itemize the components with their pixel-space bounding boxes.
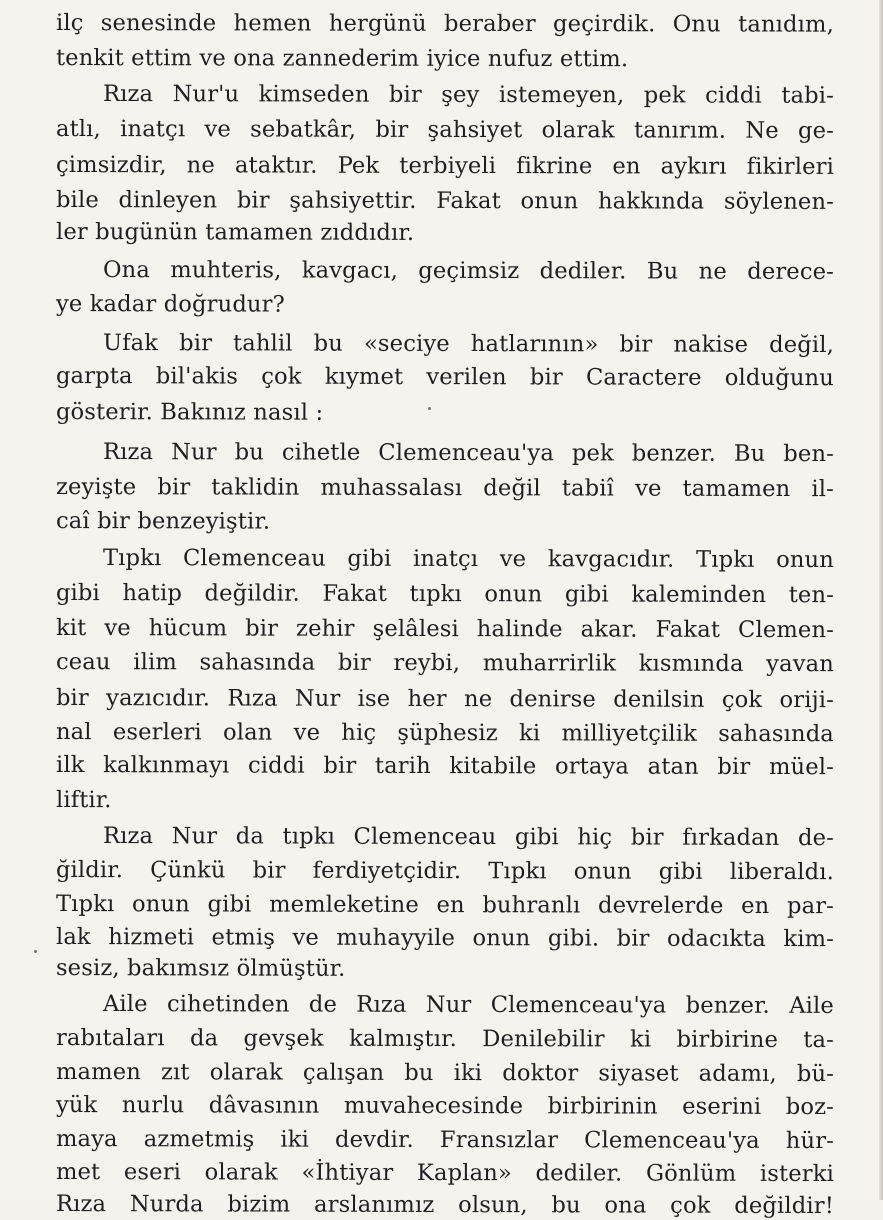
paragraph-first-line: Rıza Nur da tıpkı Clemenceau gibi hiç bir fırkadan de- [102,823,834,852]
text-line: gibi hatip değildir. Fakat tıpkı onun gibi kaleminden ten- [55,580,834,609]
text-line: ye kadar doğrudur? [55,291,285,318]
scan-edge [879,0,883,1200]
paragraph-first-line: Aile cihetinden de Rıza Nur Clemenceau'ya benzer. Aile [102,991,834,1019]
text-line: ilç senesinde hemen hergünü beraber geçirdik. Onu tanıdım, [55,9,834,38]
text-line: garpta bil'akis çok kıymet verilen bir Caractere olduğunu [55,363,834,392]
paragraph-first-line: Rıza Nur bu cihetle Clemenceau'ya pek benzer. Bu ben- [102,439,834,468]
text-line: caî bir benzeyiştir. [55,508,271,535]
text-line: zeyişte bir taklidin muhassalası değil tabiî ve tamamen il- [55,474,834,503]
text-line: met eseri olarak «İhtiyar Kaplan» dediler. Gönlüm isterki [55,1159,834,1188]
text-line: ler bugünün tamamen zıddıdır. [55,219,415,246]
text-line: liftir. [55,787,112,814]
text-line: rabıtaları da gevşek kalmıştır. Denilebilir ki birbirine ta- [55,1025,834,1054]
text-line: bir yazıcıdır. Rıza Nur ise her ne denirse denilsin çok oriji- [55,685,834,714]
paragraph-first-line: Ufak bir tahlil bu «seciye hatlarının» bir nakise değil, [102,330,834,359]
text-line: Tıpkı onun gibi memleketine en buhranlı devrelerde en par- [55,891,834,920]
text-line: ğildir. Çünkü bir ferdiyetçidir. Tıpkı onun gibi liberaldı. [55,857,834,886]
text-line: gösterir. Bakınız nasıl : [55,399,324,426]
text-line: yük nurlu dâvasının muvahecesinde birbirinin eserini boz- [55,1092,834,1121]
text-line: Rıza Nurda bizim arslanımız olsun, bu ona çok değildir! [55,1191,834,1220]
text-line: maya azmetmiş iki devdir. Fransızlar Clemenceau'ya hür- [55,1126,834,1155]
text-line: kit ve hücum bir zehir şelâlesi halinde akar. Fakat Clemen- [55,615,834,644]
paragraph-first-line: Rıza Nur'u kimseden bir şey istemeyen, pek ciddi tabi- [102,81,834,109]
text-line: tenkit ettim ve ona zannederim iyice nufuz ettim. [55,44,629,73]
text-line: atlı, inatçı ve sebatkâr, bir şahsiyet olarak tanırım. Ne ge- [55,116,834,144]
ink-speck [34,950,37,953]
text-line: çimsizdir, ne ataktır. Pek terbiyeli fikrine en aykırı fikirleri [55,152,834,180]
text-line: bile dinleyen bir şahsiyettir. Fakat onun hakkında söylenen- [55,187,834,215]
text-line: sesiz, bakımsız ölmüştür. [55,955,346,982]
text-line: lak hizmeti etmiş ve muhayyile onun gibi. bir odacıkta kim- [55,924,834,953]
text-line: ceau ilim sahasında bir reybi, muharrirlik kısmında yavan [55,649,834,678]
text-line: ilk kalkınmayı ciddi bir tarih kitabile ortaya atan bir müel- [55,752,834,781]
text-line: mamen zıt olarak çalışan bu iki doktor siyaset adamı, bü- [55,1059,834,1088]
paragraph-first-line: Tıpkı Clemenceau gibi inatçı ve kavgacıdır. Tıpkı onun [102,545,834,574]
text-line: nal eserleri olan ve hiç şüphesiz ki milliyetçilik sahasında [55,719,834,748]
paragraph-first-line: Ona muhteris, kavgacı, geçimsiz dediler. Bu ne derece- [102,257,834,285]
